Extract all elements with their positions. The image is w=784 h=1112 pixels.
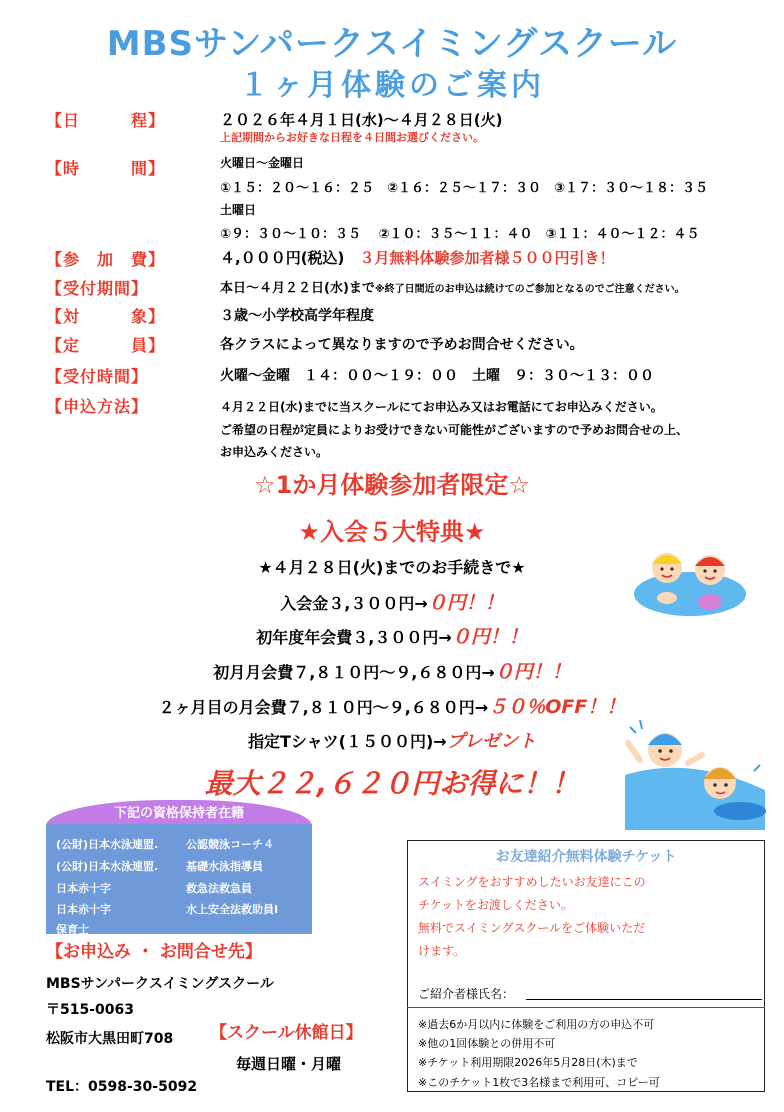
value-fee: ４,０００円(税込) ３月無料体験参加者様５００円引き！ (220, 249, 615, 267)
label-fee: 【参 加 費】 (46, 250, 166, 269)
ticket-referrer-label: ご紹介者様氏名： (418, 987, 515, 1001)
closed-days: 毎週日曜・月曜 (236, 1055, 342, 1073)
qualification-org: 日本赤十字 (56, 882, 111, 895)
value-capacity: 各クラスによって異なりますので予めお問合せください。 (220, 337, 584, 353)
reception-note: ※終了日間近のお申込は続けてのご参加となるのでご注意ください。 (374, 284, 685, 295)
contact-postal: 〒515-0063 (46, 1002, 134, 1018)
qualification-name: 公認競泳コーチ４ (186, 838, 274, 851)
qualification-name: 救急法救急員 (186, 882, 252, 895)
promo-max: 最大２２,６２０円お得に！！ (204, 767, 580, 800)
ticket-note: ※チケット利用期限2026年5月28日(木)まで (418, 1056, 638, 1069)
closed-heading: 【スクール休館日】 (210, 1023, 363, 1043)
page-title: MBSサンパークスイミングスクール (106, 24, 678, 64)
ticket-divider (407, 1007, 765, 1008)
apply-note-2: お申込みください。 (220, 445, 329, 459)
qualification-org: 保育士 (56, 923, 89, 936)
ticket-line: チケットをお渡しください。 (418, 898, 573, 912)
ticket-note: ※このチケット1枚で3名様まで利用可、コピー可 (418, 1076, 660, 1089)
value-schedule: ２０２６年４月１日(水)～４月２８日(火) (220, 111, 503, 129)
fee-discount: ３月無料体験参加者様５００円引き！ (359, 249, 615, 267)
label-apply-method: 【申込方法】 (46, 397, 149, 416)
value-apply-method: ４月２２日(水)までに当スクールにてお申込み又はお電話にてお申込みください。 (220, 400, 663, 414)
qualification-org: (公財)日本水泳連盟. (56, 860, 159, 873)
promo-limited: ☆1か月体験参加者限定☆ (254, 471, 530, 499)
apply-note-1: ご希望の日程が定員によりお受けできない可能性がございますので予めお問合せの上、 (220, 423, 689, 437)
label-schedule: 【日 程】 (46, 111, 166, 130)
promo-deadline: ★４月２８日(火)までのお手続きで★ (258, 558, 526, 577)
value-weekday: 火曜日～金曜日 (220, 156, 305, 170)
page-subtitle: １ヶ月体験のご案内 (239, 68, 545, 103)
promo-item-4: ２ヶ月目の月会費７,８１０円～９,６８０円→５０％OFF！！ (158, 696, 626, 718)
ticket-line: 無料でスイミングスクールをご体験いただ (418, 921, 646, 935)
contact-address: 松阪市大黒田町708 (46, 1031, 174, 1047)
value-target: ３歳～小学校高学年程度 (220, 308, 374, 324)
ticket-note: ※過去6か月以内に体験をご利用の方の申込不可 (418, 1018, 655, 1031)
promo-item-3: 初月月会費７,８１０円～９,６８０円→０円！！ (213, 661, 571, 683)
ticket-line: けます。 (418, 944, 466, 958)
label-target: 【対 象】 (46, 307, 166, 326)
label-reception-hours: 【受付時間】 (46, 367, 149, 386)
qualification-name: 基礎水泳指導員 (186, 860, 263, 873)
promo-item-1: 入会金３,３００円→０円！！ (280, 592, 504, 614)
ticket-title: お友達紹介無料体験チケット (495, 849, 677, 865)
promo-benefits: ★入会５大特典★ (298, 518, 486, 546)
qualifications-header: 下記の資格保持者在籍 (46, 800, 312, 826)
ticket-note: ※他の1回体験との併用不可 (418, 1037, 556, 1050)
value-saturday-times: ①９：３０～１０：３５ ②１０：３５～１１：４０ ③１１：４０～１２：４５ (220, 227, 700, 242)
contact-tel: TEL：0598-30-5092 (46, 1079, 198, 1095)
promo-item-2: 初年度年会費３,３００円→０円！！ (256, 626, 528, 648)
value-reception-period: 本日～４月２２日(水)まで※終了日間近のお申込は続けてのご参加となるのでご注意ください。 (220, 281, 685, 296)
swimming-kids-illustration-2 (620, 715, 770, 830)
value-reception-hours: 火曜～金曜 １４：００～１９：００ 土曜 ９：３０～１３：００ (220, 368, 654, 384)
value-saturday: 土曜日 (220, 203, 257, 217)
contact-name: MBSサンパークスイミングスクール (46, 976, 274, 992)
ticket-line: スイミングをおすすめしたいお友達にこの (418, 875, 646, 889)
value-weekday-times: ①１５：２０～１６：２５ ②１６：２５～１７：３０ ③１７：３０～１８：３５ (220, 181, 709, 196)
qualification-org: 日本赤十字 (56, 903, 111, 916)
qualification-org: (公財)日本水泳連盟. (56, 838, 159, 851)
label-time: 【時 間】 (46, 159, 166, 178)
label-reception-period: 【受付期間】 (46, 279, 149, 298)
qualification-name: 水上安全法救助員Ⅰ (186, 903, 279, 916)
swimming-kids-illustration-1 (632, 542, 750, 620)
ticket-referrer-line (526, 999, 762, 1000)
label-capacity: 【定 員】 (46, 336, 166, 355)
schedule-note: 上記期間からお好きな日程を４日間お選びください。 (220, 131, 484, 144)
promo-item-5: 指定Tシャツ(１５００円)→プレゼント (248, 731, 536, 752)
contact-heading: 【お申込み ・ お問合せ先】 (46, 942, 262, 962)
